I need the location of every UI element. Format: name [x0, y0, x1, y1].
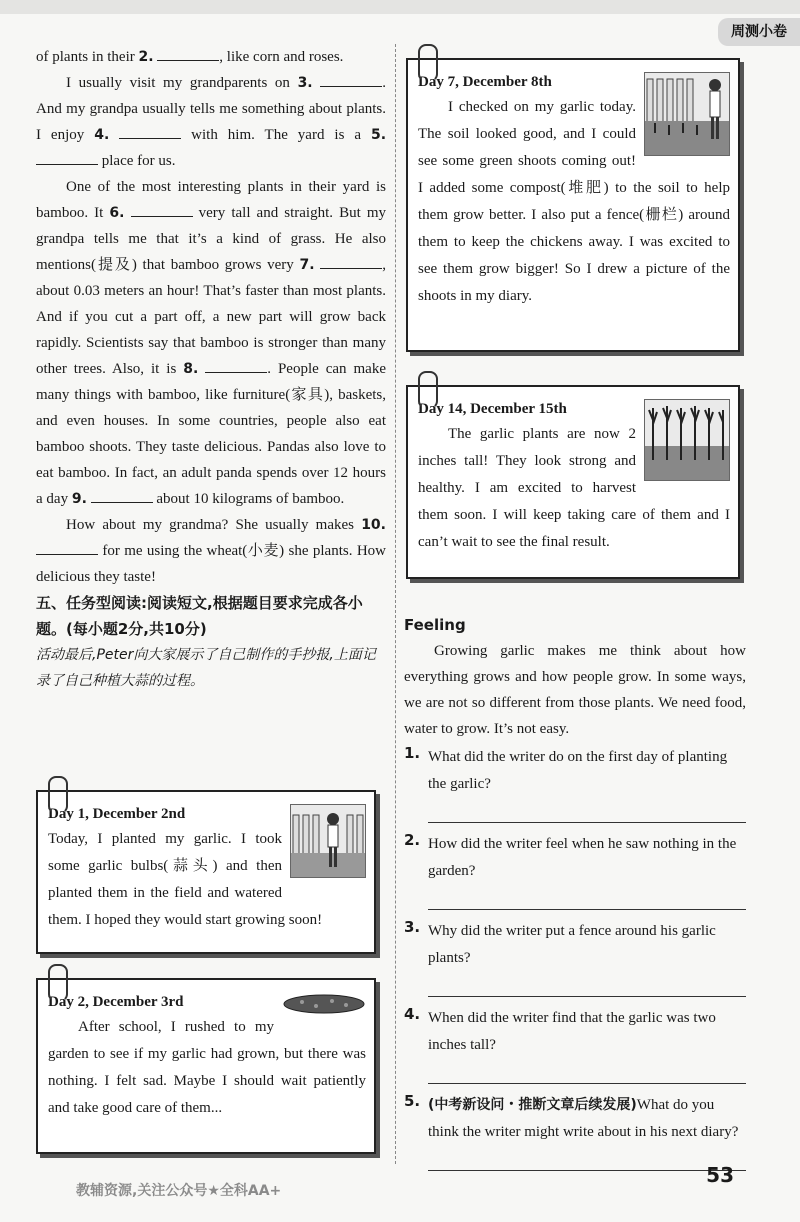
answer-blank-5[interactable] [36, 150, 98, 165]
blank-number: 6. [109, 205, 125, 221]
column-divider [395, 44, 396, 1164]
blank-number: 9. [71, 491, 87, 507]
text: . And my grandpa usually tells me something about plants. I enjoy [36, 75, 386, 143]
diary-card-day7 [406, 58, 740, 352]
soil-illustration [282, 992, 366, 1016]
diary-card-day2 [36, 978, 376, 1154]
text: of plants in their [36, 49, 139, 65]
text: very tall and straight. But my grandpa tells me that it’s a kind of grass. He also mentions(提及) that bamboo grows very [36, 205, 387, 273]
boy-fence-icon [291, 805, 365, 877]
diary-day2-text: After school, I rushed to my garden to see if my garlic had grown, but there was nothing. I felt sad. Maybe I should wait patiently and take good care of them... [48, 1019, 366, 1116]
diary-day7-text: I checked on my garlic today. The soil looked good, and I could see some green shoots coming out! I added some compost(堆肥) to the soil to help them grow better. I also put a fence(栅栏) around them to keep the chickens away. I was excited to see them grow bigger! So I drew a picture of the shoots in my diary. [418, 99, 730, 304]
question-text: Why did the writer put a fence around his garlic plants? [428, 923, 716, 966]
paperclip-icon [418, 44, 438, 82]
blank-number: 2. [138, 49, 154, 65]
question-number: 1. [404, 744, 421, 762]
paragraph-1 [36, 44, 386, 70]
feeling-text: Growing garlic makes me think about how everything grows and how people grow. In some ways, we are not so different from those plants. We need food, water to grow. It’s not easy. [404, 643, 746, 737]
question-4 [404, 1005, 746, 1059]
question-text: What did the writer do on the first day of planting the garlic? [428, 749, 728, 792]
paragraph-2 [36, 70, 386, 174]
answer-blank-2[interactable] [157, 46, 219, 61]
question-5 [404, 1092, 746, 1146]
text: . People can make many things with bamboo, like furniture(家具), baskets, and even houses. In some countries, people also eat bamboo shoots. They taste delicious. Pandas also love to eat bamboo. In fact, an adult panda spends over 12 hours a day [36, 361, 386, 507]
questions-list [404, 744, 746, 1179]
feeling-section [404, 612, 746, 742]
paragraph-3 [36, 174, 386, 512]
text: How about my grandma? She usually makes [66, 517, 362, 533]
watermark-text: 教辅资源,关注公众号★全科AA+ [76, 1183, 282, 1199]
boy-fence-illustration [290, 804, 366, 878]
blank-number: 7. [299, 257, 315, 273]
question-number: 2. [404, 831, 421, 849]
question-text-body: What do you think the writer might write about in his next diary? [428, 1097, 739, 1140]
blank-number: 8. [183, 361, 199, 377]
answer-blank-7[interactable] [320, 254, 382, 269]
answer-line-5[interactable] [428, 1152, 746, 1171]
text: with him. The yard is a [181, 127, 371, 143]
answer-line-4[interactable] [428, 1065, 746, 1084]
header-tag: 周测小卷 [718, 18, 800, 46]
question-number: 5. [404, 1092, 421, 1110]
question-1 [404, 744, 746, 798]
diary-day7-title: Day 7, December 8th [418, 74, 552, 90]
section-instruction: 活动最后,Peter向大家展示了自己制作的手抄报,上面记录了自己种植大蒜的过程。 [36, 647, 376, 689]
paperclip-icon [418, 371, 438, 409]
blank-number: 10. [361, 517, 386, 533]
feeling-label: Feeling [404, 616, 466, 634]
diary-day1-title: Day 1, December 2nd [48, 806, 186, 822]
answer-blank-6[interactable] [131, 202, 193, 217]
diary-day2-title: Day 2, December 3rd [48, 994, 184, 1010]
answer-line-2[interactable] [428, 891, 746, 910]
paperclip-icon [48, 776, 68, 814]
question-tag: (中考新设问・推断文章后续发展) [428, 1097, 637, 1113]
garlic-plants-illustration [644, 399, 730, 481]
answer-blank-10[interactable] [36, 540, 98, 555]
text: One of the most interesting plants in their yard is bamboo. It [36, 179, 386, 221]
question-2 [404, 831, 746, 885]
answer-blank-4[interactable] [119, 124, 181, 139]
answer-blank-3[interactable] [320, 72, 382, 87]
answer-blank-9[interactable] [91, 488, 153, 503]
text: about 10 kilograms of bamboo. [152, 491, 345, 507]
top-bar [0, 0, 800, 14]
left-column [36, 44, 386, 694]
text: I usually visit my grandparents on [66, 75, 298, 91]
section-title: 五、任务型阅读:阅读短文,根据题目要求完成各小题。(每小题2分,共10分) [36, 594, 363, 638]
diary-day14-text: The garlic plants are now 2 inches tall! They look strong and healthy. I am excited to harvest them soon. I will keep taking care of them and I can’t wait to see the final result. [418, 426, 730, 550]
text: place for us. [98, 153, 176, 169]
answer-line-1[interactable] [428, 804, 746, 823]
garlic-plants-icon [645, 400, 729, 480]
boy-garden-illustration [644, 72, 730, 156]
soil-mound-icon [282, 992, 366, 1016]
answer-line-3[interactable] [428, 978, 746, 997]
paragraph-4 [36, 512, 386, 590]
diary-day1-text: Today, I planted my garlic. I took some garlic bulbs(蒜头) and then planted them in the field and watered them. I hoped they would start growing soon! [48, 831, 323, 928]
question-3 [404, 918, 746, 972]
question-number: 3. [404, 918, 421, 936]
question-text: How did the writer feel when he saw nothing in the garden? [428, 836, 737, 879]
blank-number: 4. [94, 127, 110, 143]
page-number: 53 [706, 1163, 734, 1187]
blank-number: 5. [370, 127, 387, 143]
paperclip-icon [48, 964, 68, 1002]
boy-watering-garden-icon [645, 73, 729, 155]
diary-day14-title: Day 14, December 15th [418, 401, 567, 417]
question-text [428, 1092, 746, 1146]
diary-card-day14 [406, 385, 740, 579]
text: for me using the wheat(小麦) she plants. How delicious they taste! [36, 543, 386, 585]
question-number: 4. [404, 1005, 421, 1023]
blank-number: 3. [297, 75, 313, 91]
diary-card-day1 [36, 790, 376, 954]
text: , like corn and roses. [219, 49, 344, 65]
question-text: When did the writer find that the garlic was two inches tall? [428, 1010, 716, 1053]
answer-blank-8[interactable] [205, 358, 267, 373]
text: , about 0.03 meters an hour! That’s faster than most plants. And if you cut a part off, a new part will grow back rapidly. Scientists say that bamboo is stronger than many other trees. Also, it is [36, 257, 387, 377]
